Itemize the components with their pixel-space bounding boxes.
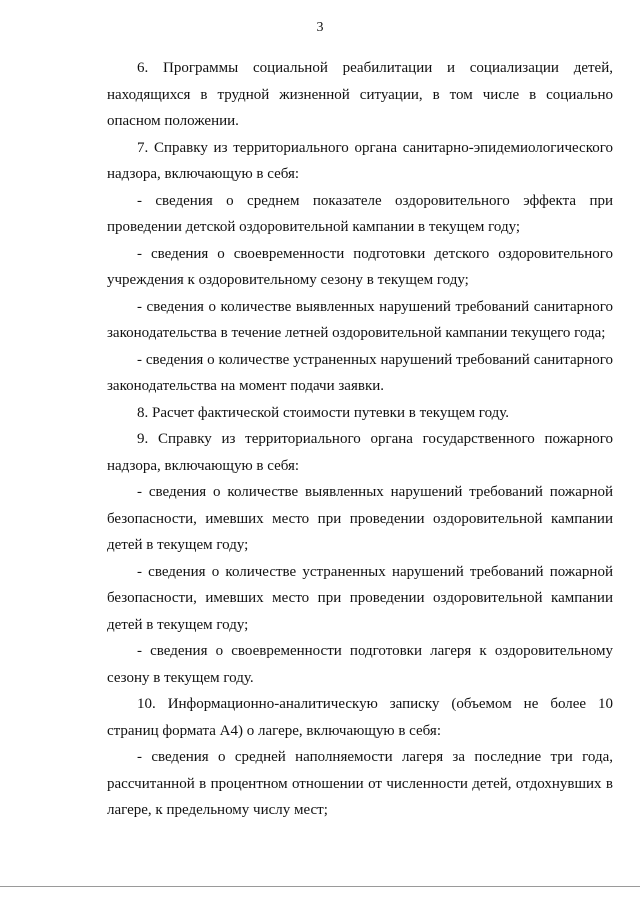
paragraph-subitem-fire-violations-found: - сведения о количестве выявленных нарушений требований пожарной безопасности, имевших место при проведении оздоровительной кампании детей в текущем году;: [107, 484, 613, 553]
paragraph-subitem-sanitary-violations-fixed: - сведения о количестве устраненных нарушений требований санитарного законодательства на момент подачи заявки.: [107, 351, 613, 394]
paragraph-subitem-camp-preparation: - сведения о своевременности подготовки лагеря к оздоровительному сезону в текущем году.: [107, 643, 613, 686]
paragraph-subitem-timely-preparation: - сведения о своевременности подготовки детского оздоровительного учреждения к оздоровительному сезону в текущем году;: [107, 245, 613, 288]
paragraph-item-6: 6. Программы социальной реабилитации и социализации детей, находящихся в трудной жизненной ситуации, в том числе в социально опасном положении.: [107, 60, 613, 129]
page-number: 3: [316, 20, 324, 35]
paragraph-subitem-fire-violations-fixed: - сведения о количестве устраненных нарушений требований пожарной безопасности, имевших место при проведении оздоровительной кампании детей в текущем году;: [107, 563, 613, 633]
paragraph-item-8: 8. Расчет фактической стоимости путевки в текущем году.: [137, 404, 510, 421]
paragraph-subitem-sanitary-violations-found: - сведения о количестве выявленных нарушений требований санитарного законодательства в течение летней оздоровительной кампании текущего года;: [107, 298, 613, 341]
document-body: [107, 55, 613, 824]
paragraph-subitem-health-effect: - сведения о среднем показателе оздоровительного эффекта при проведении детской оздоровительной кампании в текущем году;: [107, 192, 613, 235]
paragraph-subitem-camp-occupancy: - сведения о средней наполняемости лагеря за последние три года, рассчитанной в процентном отношении от численности детей, отдохнувших в лагере, к предельному числу мест;: [107, 749, 613, 818]
paragraph-item-9: 9. Справку из территориального органа государственного пожарного надзора, включающую в себя:: [107, 431, 613, 474]
page-bottom-rule: [0, 886, 640, 887]
paragraph-item-10: 10. Информационно-аналитическую записку (объемом не более 10 страниц формата А4) о лагере, включающую в себя:: [107, 696, 613, 739]
paragraph-item-7: 7. Справку из территориального органа санитарно-эпидемиологического надзора, включающую в себя:: [107, 139, 613, 182]
